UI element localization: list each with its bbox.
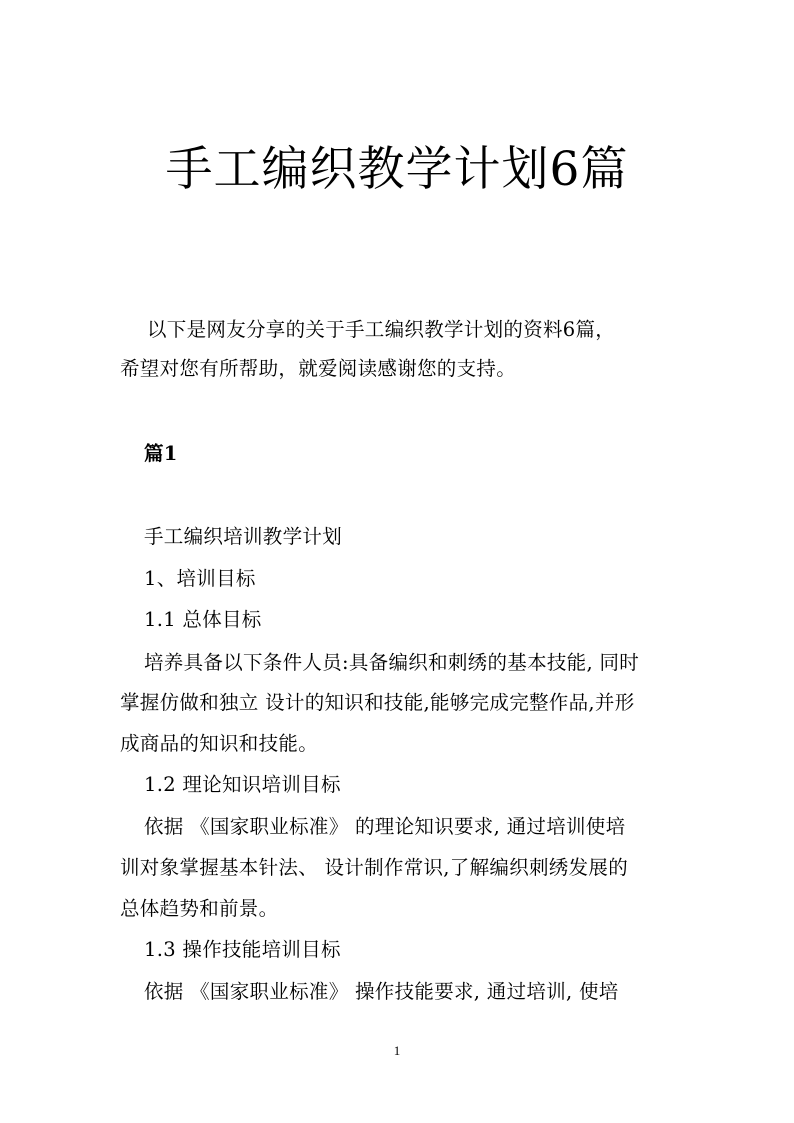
heading-training-goals: 1、培训目标 — [144, 567, 256, 590]
section-heading: 篇1 — [144, 442, 178, 465]
paragraph-2-line-3: 总体趋势和前景。 — [120, 897, 279, 920]
document-title: 手工编织教学计划6篇 — [165, 142, 629, 197]
paragraph-3-line-1: 依据 《国家职业标准》 操作技能要求, 通过培训, 使培 — [144, 980, 619, 1003]
paragraph-1-line-3: 成商品的知识和技能。 — [120, 732, 319, 755]
intro-line-1: 以下是网友分享的关于手工编织教学计划的资料6篇， — [147, 318, 616, 341]
intro-line-2: 希望对您有所帮助，就爱阅读感谢您的支持。 — [120, 357, 517, 380]
heading-theory-goal: 1.2 理论知识培训目标 — [144, 773, 341, 796]
heading-overall-goal: 1.1 总体目标 — [144, 608, 262, 631]
paragraph-1-line-2: 掌握仿做和独立 设计的知识和技能,能够完成完整作品,并形 — [120, 691, 635, 714]
paragraph-2-line-2: 训对象掌握基本针法、 设计制作常识,了解编织刺绣发展的 — [120, 856, 628, 879]
plan-subtitle: 手工编织培训教学计划 — [144, 525, 343, 548]
page-number: 1 — [393, 1043, 401, 1058]
heading-skill-goal: 1.3 操作技能培训目标 — [144, 938, 341, 961]
paragraph-1-line-1: 培养具备以下条件人员:具备编织和刺绣的基本技能, 同时 — [144, 651, 640, 674]
paragraph-2-line-1: 依据 《国家职业标准》 的理论知识要求, 通过培训使培 — [144, 815, 626, 838]
